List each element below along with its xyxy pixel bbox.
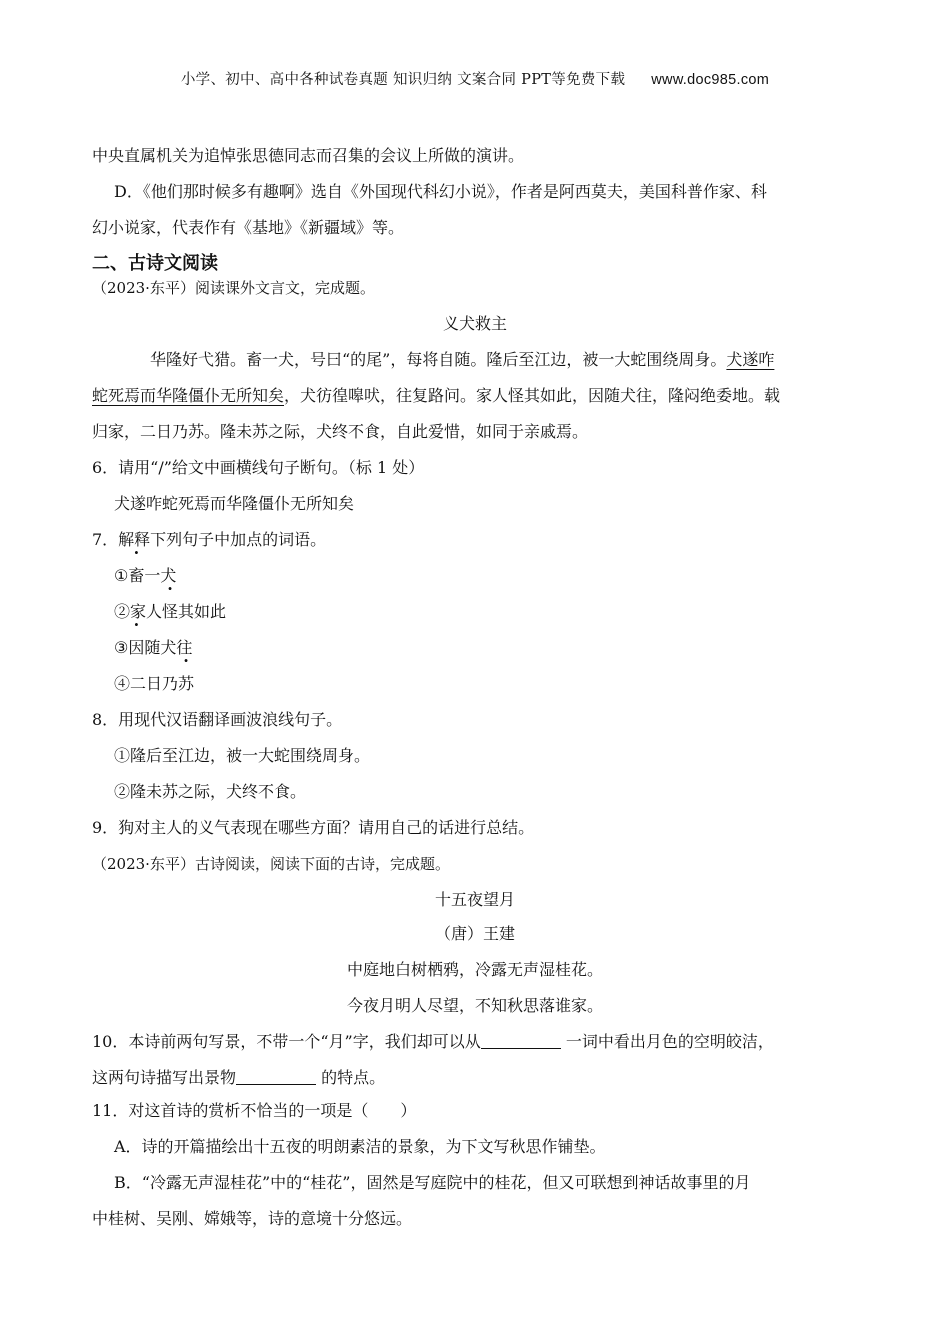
item-number: ④ bbox=[114, 674, 131, 693]
question-7-item-1 bbox=[114, 558, 884, 594]
question-7-item-3 bbox=[114, 630, 884, 666]
answer-blank-2[interactable] bbox=[236, 1064, 316, 1085]
poem-author: （唐）王建 bbox=[434, 924, 515, 943]
question-8-item-1: ①隆后至江边，被一大蛇围绕周身。 bbox=[114, 746, 371, 765]
item-number: ③ bbox=[114, 638, 129, 657]
poem-line-2: 今夜月明人尽望，不知秋思落谁家。 bbox=[346, 996, 603, 1015]
question-9-prompt: 9．狗对主人的义气表现在哪些方面？请用自己的话进行总结。 bbox=[92, 818, 535, 837]
underlined-sentence-start: 犬遂咋 bbox=[726, 350, 775, 369]
item-text-post: 其如此 bbox=[178, 602, 227, 621]
item-text-pre: 家人 bbox=[130, 602, 163, 621]
passage-line-2-text: ，犬彷徨嗥吠，往复路问。家人怪其如此，因随犬往，隆闷绝委地。载 bbox=[284, 386, 781, 405]
option-d-line-2: 幻小说家，代表作有《基地》《新疆域》等。 bbox=[92, 218, 405, 237]
question-10-line-2 bbox=[92, 1060, 862, 1096]
question-7-item-2 bbox=[114, 594, 884, 630]
passage-title: 义犬救主 bbox=[442, 314, 507, 333]
dotted-word: 因 bbox=[128, 638, 145, 657]
underlined-sentence-end: 蛇死焉而华隆僵仆无所知矣 bbox=[92, 386, 285, 405]
dotted-word: 怪 bbox=[162, 602, 179, 621]
header-site-link[interactable]: www.doc985.com bbox=[651, 72, 770, 88]
question-11-option-a: A．诗的开篇描绘出十五夜的明朗素洁的景象，为下文写秋思作铺垫。 bbox=[114, 1137, 606, 1156]
question-6-sentence: 犬遂咋蛇死焉而华隆僵仆无所知矣 bbox=[114, 494, 355, 513]
item-text-post: 随犬往 bbox=[144, 638, 193, 657]
question-11-prompt: 11．对这首诗的赏析不恰当的一项是（ ） bbox=[92, 1101, 417, 1120]
poem-line-1: 中庭地白树栖鸦，冷露无声湿桂花。 bbox=[346, 960, 603, 979]
question-6-prompt: 6．请用“/”给文中画横线句子断句。（标 1 处） bbox=[92, 458, 425, 477]
source-note-2: （2023·东平）古诗阅读，阅读下面的古诗，完成题。 bbox=[92, 855, 450, 873]
passage-line-3: 归家，二日乃苏。隆未苏之际，犬终不食，自此爱惜，如同于亲戚焉。 bbox=[92, 422, 589, 441]
dotted-word: 苏 bbox=[178, 674, 195, 693]
item-text-pre: 二日乃 bbox=[130, 674, 179, 693]
item-text-post: 一犬 bbox=[144, 566, 177, 585]
question-7-prompt: 7．解释下列句子中加点的词语。 bbox=[92, 530, 327, 549]
question-10-text-a: 10．本诗前两句写景，不带一个“月”字，我们却可以从 bbox=[92, 1032, 481, 1051]
question-10-text-c: 这两句诗描写出景物 bbox=[92, 1068, 237, 1087]
question-11-option-b-line-2: 中桂树、吴刚、嫦娥等，诗的意境十分悠远。 bbox=[92, 1209, 413, 1228]
option-d-line-1: D．《他们那时候多有趣啊》选自《外国现代科幻小说》，作者是阿西莫夫，美国科普作家、科 bbox=[114, 182, 767, 201]
source-note-1: （2023·东平）阅读课外文言文，完成题。 bbox=[92, 279, 375, 297]
section-heading: 二、古诗文阅读 bbox=[92, 253, 218, 274]
question-7-item-4 bbox=[114, 666, 884, 702]
dotted-word: 畜 bbox=[128, 566, 145, 585]
intro-line-1: 中央直属机关为追悼张思德同志而召集的会议上所做的演讲。 bbox=[92, 146, 525, 165]
passage-line-1-text: 华隆好弋猎。畜一犬，号曰“的尾”，每将自随。隆后至江边，被一大蛇围绕周身。 bbox=[150, 350, 727, 369]
item-number: ② bbox=[114, 602, 131, 621]
item-number: ① bbox=[114, 566, 129, 585]
question-8-item-2: ②隆未苏之际，犬终不食。 bbox=[114, 782, 307, 801]
answer-blank-1[interactable] bbox=[481, 1028, 561, 1049]
question-10-text-d: 的特点。 bbox=[316, 1068, 386, 1087]
question-10-text-b: 一词中看出月色的空明皎洁， bbox=[560, 1032, 774, 1051]
page-header bbox=[0, 68, 950, 89]
question-11-option-b-line-1: B．“冷露无声湿桂花”中的“桂花”，固然是写庭院中的桂花，但又可联想到神话故事里的月 bbox=[114, 1173, 751, 1192]
passage-line-1 bbox=[150, 342, 920, 378]
question-8-prompt: 8．用现代汉语翻译画波浪线句子。 bbox=[92, 710, 343, 729]
poem-title: 十五夜望月 bbox=[434, 890, 515, 909]
question-10-line-1 bbox=[92, 1024, 862, 1060]
header-tagline: 小学、初中、高中各种试卷真题 知识归纳 文案合同 PPT等免费下载 bbox=[180, 72, 626, 88]
passage-line-2 bbox=[92, 378, 862, 414]
